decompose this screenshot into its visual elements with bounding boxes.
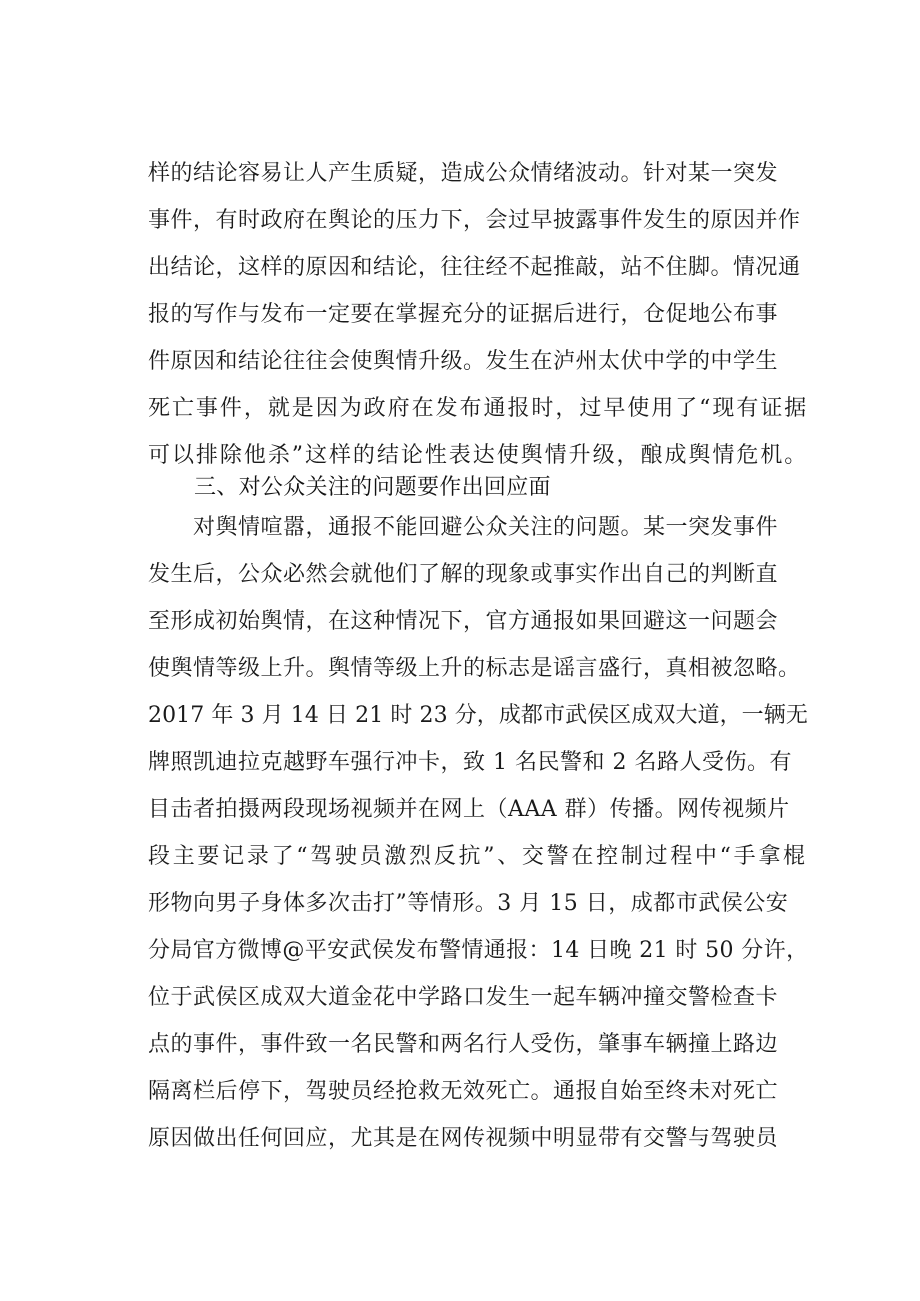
paragraph-2-line: 目击者拍摄两段现场视频并在网上（AAA 群）传播。网传视频片	[148, 797, 790, 822]
paragraph-2-line: 隔离栏后停下，驾驶员经抢救无效死亡。通报自始至终未对死亡	[148, 1079, 779, 1104]
paragraph-1-line: 报的写作与发布一定要在掌握充分的证据后进行，仓促地公布事	[148, 302, 779, 327]
paragraph-1-line: 出结论，这样的原因和结论，往往经不起推敲，站不住脚。情况通	[148, 255, 801, 280]
paragraph-2-line: 2017 年 3 月 14 日 21 时 23 分，成都市武侯区成双大道，一辆无	[148, 703, 808, 728]
paragraph-1-line: 样的结论容易让人产生质疑，造成公众情绪波动。针对某一突发	[148, 161, 779, 186]
section-heading: 三、对公众关注的问题要作出回应面	[194, 475, 551, 500]
paragraph-2-line: 至形成初始舆情，在这种情况下，官方通报如果回避这一问题会	[148, 609, 779, 634]
paragraph-2-line: 段主要记录了“驾驶员激烈反抗”、交警在控制过程中“手拿棍	[148, 844, 808, 869]
paragraph-2-line: 牌照凯迪拉克越野车强行冲卡，致 1 名民警和 2 名路人受伤。有	[148, 750, 792, 775]
paragraph-2-line: 原因做出任何回应，尤其是在网传视频中明显带有交警与驾驶员	[148, 1126, 779, 1151]
paragraph-2-line: 位于武侯区成双大道金花中学路口发生一起车辆冲撞交警检查卡	[148, 985, 779, 1010]
paragraph-2-line: 使舆情等级上升。舆情等级上升的标志是谣言盛行，真相被忽略。	[148, 656, 801, 681]
paragraph-1-line: 事件，有时政府在舆论的压力下，会过早披露事件发生的原因并作	[148, 208, 801, 233]
paragraph-1-line: 可以排除他杀”这样的结论性表达使舆情升级，酿成舆情危机。	[148, 443, 809, 468]
paragraph-2-line: 形物向男子身体多次击打”等情形。3 月 15 日，成都市武侯公安	[148, 891, 789, 916]
paragraph-2-line: 点的事件，事件致一名民警和两名行人受伤，肇事车辆撞上路边	[148, 1032, 779, 1057]
paragraph-2-line: 分局官方微博@平安武侯发布警情通报：14 日晚 21 时 50 分许，	[148, 938, 809, 963]
paragraph-1-line: 件原因和结论往往会使舆情升级。发生在泸州太伏中学的中学生	[148, 349, 779, 374]
paragraph-1-line: 死亡事件，就是因为政府在发布通报时，过早使用了“现有证据	[148, 396, 809, 421]
paragraph-2-line: 对舆情喧嚣，通报不能回避公众关注的问题。某一突发事件	[148, 515, 779, 540]
paragraph-2-line: 发生后，公众必然会就他们了解的现象或事实作出自己的判断直	[148, 562, 779, 587]
